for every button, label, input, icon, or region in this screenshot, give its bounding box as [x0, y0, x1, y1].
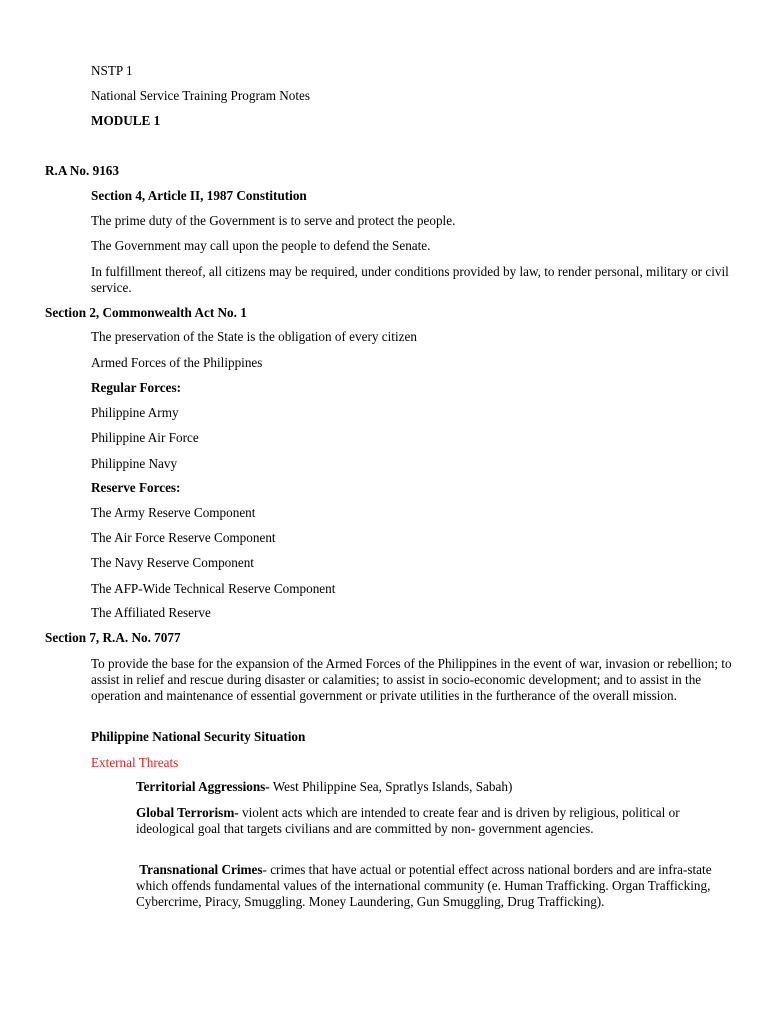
section7-paragraph-1: To provide the base for the expansion of the Armed Forces of the Philippines in the event of war, invasion or rebellion; to assist in relief and rescue during disaster or calamities; to assist in socio-economic development; and to assist in the operation and maintenance of essential government or private utilities in the furtherance of the overall mission.	[91, 656, 732, 703]
list-item: The Affiliated Reserve	[91, 605, 211, 620]
list-item: Philippine Army	[91, 405, 179, 420]
section4-paragraph-3: In fulfillment thereof, all citizens may be required, under conditions provided by law, to render personal, military or civil service.	[91, 264, 729, 295]
section4-paragraph-2: The Government may call upon the people to defend the Senate.	[91, 238, 431, 253]
list-item: The Army Reserve Component	[91, 505, 256, 520]
threat-global-terrorism: Global Terrorism- violent acts which are intended to create fear and is driven by religious, political or ideological goal that targets civilians and are committed by non- government agencies.	[136, 805, 680, 836]
external-threats-heading: External Threats	[91, 755, 179, 770]
list-item: The Air Force Reserve Component	[91, 530, 276, 545]
section2-heading: Section 2, Commonwealth Act No. 1	[45, 305, 247, 320]
threat-transnational-crimes: Transnational Crimes- crimes that have actual or potential effect across national borders and are infra-state which offends fundamental values of the international community (e. Human Trafficking. Organ Trafficking, Cybercrime, Piracy, Smuggling. Money Laundering, Gun Smuggling, Drug Trafficking).	[136, 862, 712, 909]
list-item: The Navy Reserve Component	[91, 555, 254, 570]
ra9163-heading: R.A No. 9163	[45, 163, 119, 178]
section4-heading: Section 4, Article II, 1987 Constitution	[91, 188, 307, 203]
section7-heading: Section 7, R.A. No. 7077	[45, 630, 181, 645]
threat-territorial-aggressions: Territorial Aggressions- West Philippine Sea, Spratlys Islands, Sabah)	[136, 779, 513, 794]
list-item: The AFP-Wide Technical Reserve Component	[91, 581, 336, 596]
regular-forces-heading: Regular Forces:	[91, 380, 181, 395]
section4-paragraph-1: The prime duty of the Government is to serve and protect the people.	[91, 213, 456, 228]
module-heading: MODULE 1	[91, 113, 161, 128]
reserve-forces-heading: Reserve Forces:	[91, 480, 181, 495]
course-code: NSTP 1	[91, 63, 133, 78]
list-item: Philippine Air Force	[91, 430, 199, 445]
section2-paragraph-2: Armed Forces of the Philippines	[91, 355, 263, 370]
security-situation-heading: Philippine National Security Situation	[91, 729, 306, 744]
document-subtitle: National Service Training Program Notes	[91, 88, 311, 103]
section2-paragraph-1: The preservation of the State is the obligation of every citizen	[91, 329, 417, 344]
list-item: Philippine Navy	[91, 456, 178, 471]
